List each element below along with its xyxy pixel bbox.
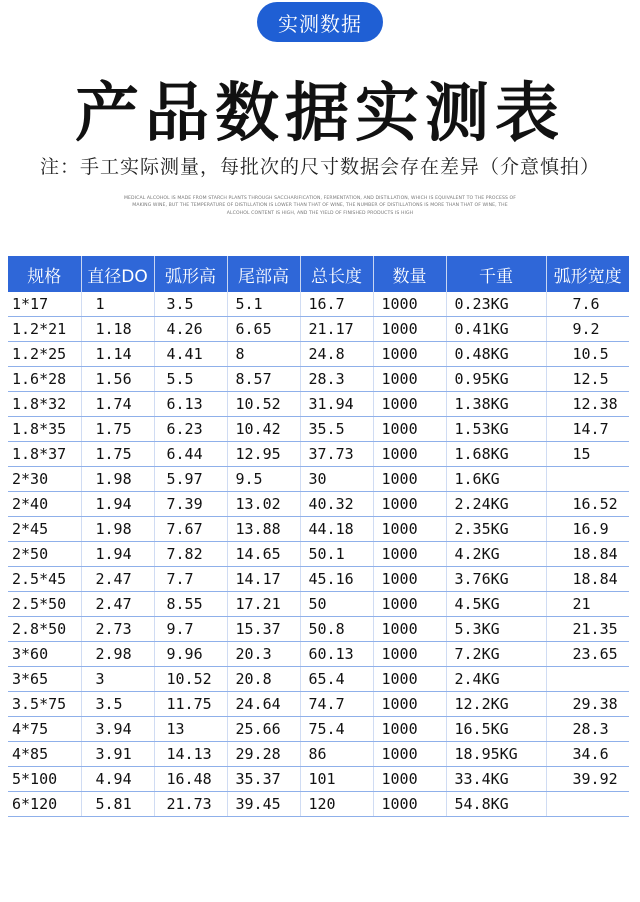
cell-quantity: 1000 [373, 542, 446, 567]
table-row [8, 742, 629, 767]
cell-spec: 1.2*25 [8, 342, 81, 367]
table-row [8, 417, 629, 442]
cell-quantity: 1000 [373, 792, 446, 817]
cell-total-length: 86 [300, 742, 373, 767]
cell-total-length: 40.32 [300, 492, 373, 517]
cell-quantity: 1000 [373, 717, 446, 742]
cell-weight: 12.2KG [446, 692, 546, 717]
cell-spec: 2.5*50 [8, 592, 81, 617]
cell-arc-width: 34.6 [546, 742, 629, 767]
cell-weight: 0.41KG [446, 317, 546, 342]
cell-total-length: 45.16 [300, 567, 373, 592]
cell-arc-height: 9.7 [154, 617, 227, 642]
cell-quantity: 1000 [373, 442, 446, 467]
cell-arc-height: 21.73 [154, 792, 227, 817]
table-row [8, 567, 629, 592]
cell-quantity: 1000 [373, 392, 446, 417]
cell-quantity: 1000 [373, 492, 446, 517]
cell-quantity: 1000 [373, 367, 446, 392]
measurement-note: 注：手工实际测量，每批次的尺寸数据会存在差异（介意慎拍） [39, 156, 600, 178]
cell-tail-height: 10.52 [227, 392, 300, 417]
cell-arc-width: 21 [546, 592, 629, 617]
table-row [8, 542, 629, 567]
cell-weight: 1.68KG [446, 442, 546, 467]
header-spec: 规格 [8, 256, 81, 292]
header-arc-height: 弧形高 [154, 256, 227, 292]
cell-weight: 2.35KG [446, 517, 546, 542]
cell-tail-height: 25.66 [227, 717, 300, 742]
cell-arc-height: 11.75 [154, 692, 227, 717]
cell-arc-height: 4.26 [154, 317, 227, 342]
cell-weight: 5.3KG [446, 617, 546, 642]
cell-spec: 2*45 [8, 517, 81, 542]
cell-arc-width: 39.92 [546, 767, 629, 792]
cell-spec: 1.8*32 [8, 392, 81, 417]
cell-arc-width: 7.6 [546, 292, 629, 317]
cell-total-length: 50.1 [300, 542, 373, 567]
table-row [8, 442, 629, 467]
cell-weight: 4.5KG [446, 592, 546, 617]
cell-weight: 2.4KG [446, 667, 546, 692]
cell-weight: 1.38KG [446, 392, 546, 417]
cell-quantity: 1000 [373, 642, 446, 667]
cell-spec: 6*120 [8, 792, 81, 817]
cell-spec: 3.5*75 [8, 692, 81, 717]
cell-weight: 4.2KG [446, 542, 546, 567]
cell-total-length: 16.7 [300, 292, 373, 317]
cell-tail-height: 20.8 [227, 667, 300, 692]
cell-total-length: 21.17 [300, 317, 373, 342]
cell-arc-width: 18.84 [546, 567, 629, 592]
cell-diameter: 1 [81, 292, 154, 317]
cell-arc-width: 10.5 [546, 342, 629, 367]
cell-total-length: 35.5 [300, 417, 373, 442]
cell-spec: 4*75 [8, 717, 81, 742]
header-quantity: 数量 [373, 256, 446, 292]
cell-arc-height: 3.5 [154, 292, 227, 317]
cell-diameter: 1.18 [81, 317, 154, 342]
cell-diameter: 3.5 [81, 692, 154, 717]
cell-quantity: 1000 [373, 592, 446, 617]
cell-tail-height: 9.5 [227, 467, 300, 492]
cell-diameter: 1.75 [81, 417, 154, 442]
table-row [8, 467, 629, 492]
cell-arc-height: 7.7 [154, 567, 227, 592]
cell-quantity: 1000 [373, 317, 446, 342]
cell-tail-height: 17.21 [227, 592, 300, 617]
cell-arc-width [546, 667, 629, 692]
cell-diameter: 3 [81, 667, 154, 692]
cell-spec: 2.5*45 [8, 567, 81, 592]
table-row [8, 692, 629, 717]
cell-weight: 18.95KG [446, 742, 546, 767]
cell-tail-height: 13.02 [227, 492, 300, 517]
cell-total-length: 37.73 [300, 442, 373, 467]
table-row [8, 717, 629, 742]
cell-quantity: 1000 [373, 742, 446, 767]
cell-diameter: 3.94 [81, 717, 154, 742]
cell-weight: 33.4KG [446, 767, 546, 792]
table-row [8, 342, 629, 367]
cell-total-length: 24.8 [300, 342, 373, 367]
cell-tail-height: 15.37 [227, 617, 300, 642]
cell-arc-width: 16.52 [546, 492, 629, 517]
cell-diameter: 1.94 [81, 542, 154, 567]
cell-arc-height: 4.41 [154, 342, 227, 367]
cell-arc-height: 6.23 [154, 417, 227, 442]
cell-quantity: 1000 [373, 692, 446, 717]
cell-tail-height: 14.65 [227, 542, 300, 567]
table-header-row [8, 256, 629, 292]
cell-tail-height: 13.88 [227, 517, 300, 542]
cell-total-length: 30 [300, 467, 373, 492]
cell-spec: 2*30 [8, 467, 81, 492]
cell-tail-height: 35.37 [227, 767, 300, 792]
cell-arc-width: 9.2 [546, 317, 629, 342]
table-body [8, 292, 629, 817]
cell-diameter: 1.56 [81, 367, 154, 392]
table-row [8, 642, 629, 667]
table-row [8, 617, 629, 642]
cell-quantity: 1000 [373, 467, 446, 492]
cell-diameter: 1.74 [81, 392, 154, 417]
cell-total-length: 60.13 [300, 642, 373, 667]
table-row [8, 792, 629, 817]
table-row [8, 592, 629, 617]
header-arc-width: 弧形宽度 [546, 256, 629, 292]
cell-arc-width: 15 [546, 442, 629, 467]
cell-total-length: 74.7 [300, 692, 373, 717]
cell-weight: 1.53KG [446, 417, 546, 442]
cell-diameter: 2.47 [81, 592, 154, 617]
cell-weight: 0.95KG [446, 367, 546, 392]
cell-total-length: 31.94 [300, 392, 373, 417]
cell-tail-height: 12.95 [227, 442, 300, 467]
cell-diameter: 2.98 [81, 642, 154, 667]
cell-tail-height: 5.1 [227, 292, 300, 317]
cell-tail-height: 10.42 [227, 417, 300, 442]
cell-spec: 5*100 [8, 767, 81, 792]
cell-tail-height: 39.45 [227, 792, 300, 817]
cell-spec: 1.6*28 [8, 367, 81, 392]
cell-arc-height: 14.13 [154, 742, 227, 767]
cell-arc-height: 7.39 [154, 492, 227, 517]
cell-arc-width: 23.65 [546, 642, 629, 667]
cell-spec: 2*40 [8, 492, 81, 517]
header-diameter: 直径DO [81, 256, 154, 292]
cell-weight: 54.8KG [446, 792, 546, 817]
cell-arc-width: 29.38 [546, 692, 629, 717]
data-table-wrapper [8, 256, 629, 817]
cell-spec: 2*50 [8, 542, 81, 567]
cell-tail-height: 6.65 [227, 317, 300, 342]
cell-arc-height: 5.5 [154, 367, 227, 392]
table-row [8, 667, 629, 692]
cell-total-length: 44.18 [300, 517, 373, 542]
page-title: 产品数据实测表 [75, 77, 565, 151]
cell-arc-width: 28.3 [546, 717, 629, 742]
cell-spec: 1*17 [8, 292, 81, 317]
cell-quantity: 1000 [373, 342, 446, 367]
header-total-length: 总长度 [300, 256, 373, 292]
cell-diameter: 3.91 [81, 742, 154, 767]
product-data-table [8, 256, 629, 817]
cell-diameter: 1.98 [81, 467, 154, 492]
cell-arc-width: 18.84 [546, 542, 629, 567]
table-row [8, 292, 629, 317]
cell-spec: 3*60 [8, 642, 81, 667]
cell-arc-height: 8.55 [154, 592, 227, 617]
cell-total-length: 75.4 [300, 717, 373, 742]
cell-weight: 0.23KG [446, 292, 546, 317]
cell-total-length: 28.3 [300, 367, 373, 392]
cell-quantity: 1000 [373, 567, 446, 592]
cell-diameter: 4.94 [81, 767, 154, 792]
cell-diameter: 1.14 [81, 342, 154, 367]
table-row [8, 392, 629, 417]
cell-arc-width: 21.35 [546, 617, 629, 642]
cell-arc-width [546, 467, 629, 492]
cell-tail-height: 14.17 [227, 567, 300, 592]
cell-total-length: 50 [300, 592, 373, 617]
cell-spec: 3*65 [8, 667, 81, 692]
cell-arc-height: 7.67 [154, 517, 227, 542]
cell-total-length: 120 [300, 792, 373, 817]
cell-weight: 0.48KG [446, 342, 546, 367]
table-row [8, 367, 629, 392]
table-row [8, 492, 629, 517]
cell-arc-width: 16.9 [546, 517, 629, 542]
cell-spec: 1.8*35 [8, 417, 81, 442]
table-row [8, 767, 629, 792]
cell-total-length: 50.8 [300, 617, 373, 642]
cell-weight: 7.2KG [446, 642, 546, 667]
cell-spec: 1.8*37 [8, 442, 81, 467]
cell-quantity: 1000 [373, 417, 446, 442]
cell-diameter: 2.73 [81, 617, 154, 642]
section-badge: 实测数据 [257, 2, 383, 42]
table-row [8, 317, 629, 342]
cell-arc-height: 10.52 [154, 667, 227, 692]
cell-quantity: 1000 [373, 292, 446, 317]
cell-tail-height: 8.57 [227, 367, 300, 392]
cell-diameter: 1.75 [81, 442, 154, 467]
cell-tail-height: 20.3 [227, 642, 300, 667]
cell-arc-height: 6.13 [154, 392, 227, 417]
cell-total-length: 65.4 [300, 667, 373, 692]
cell-arc-height: 7.82 [154, 542, 227, 567]
header-tail-height: 尾部高 [227, 256, 300, 292]
cell-diameter: 1.94 [81, 492, 154, 517]
cell-spec: 1.2*21 [8, 317, 81, 342]
cell-arc-height: 6.44 [154, 442, 227, 467]
cell-arc-width: 12.5 [546, 367, 629, 392]
cell-arc-width: 14.7 [546, 417, 629, 442]
cell-tail-height: 29.28 [227, 742, 300, 767]
cell-quantity: 1000 [373, 667, 446, 692]
cell-arc-width [546, 792, 629, 817]
cell-tail-height: 8 [227, 342, 300, 367]
header-weight: 千重 [446, 256, 546, 292]
cell-spec: 2.8*50 [8, 617, 81, 642]
cell-spec: 4*85 [8, 742, 81, 767]
cell-arc-height: 5.97 [154, 467, 227, 492]
cell-arc-height: 16.48 [154, 767, 227, 792]
cell-total-length: 101 [300, 767, 373, 792]
cell-diameter: 1.98 [81, 517, 154, 542]
cell-weight: 3.76KG [446, 567, 546, 592]
cell-arc-height: 13 [154, 717, 227, 742]
cell-weight: 2.24KG [446, 492, 546, 517]
table-row [8, 517, 629, 542]
cell-diameter: 5.81 [81, 792, 154, 817]
cell-quantity: 1000 [373, 617, 446, 642]
cell-weight: 1.6KG [446, 467, 546, 492]
cell-quantity: 1000 [373, 517, 446, 542]
cell-arc-width: 12.38 [546, 392, 629, 417]
cell-tail-height: 24.64 [227, 692, 300, 717]
cell-weight: 16.5KG [446, 717, 546, 742]
cell-quantity: 1000 [373, 767, 446, 792]
fine-print: MEDICAL ALCOHOL IS MADE FROM STARCH PLANTS THROUGH SACCHARIFICATION, FERMENTATION, AND DISTILLATION, WHICH IS EQUIVALENT TO THE PROCESS OF MAKING WINE, BUT THE TEMPERATURE OF DISTILLATION IS LOWER THAN THAT OF WINE, THE NUMBER OF DISTILLATIONS IS MORE THAN THAT OF WINE, THE ALCOHOL CONTENT IS HIGH, AND THE YIELD OF FINISHED PRODUCTS IS HIGH [123, 196, 517, 216]
cell-arc-height: 9.96 [154, 642, 227, 667]
cell-diameter: 2.47 [81, 567, 154, 592]
